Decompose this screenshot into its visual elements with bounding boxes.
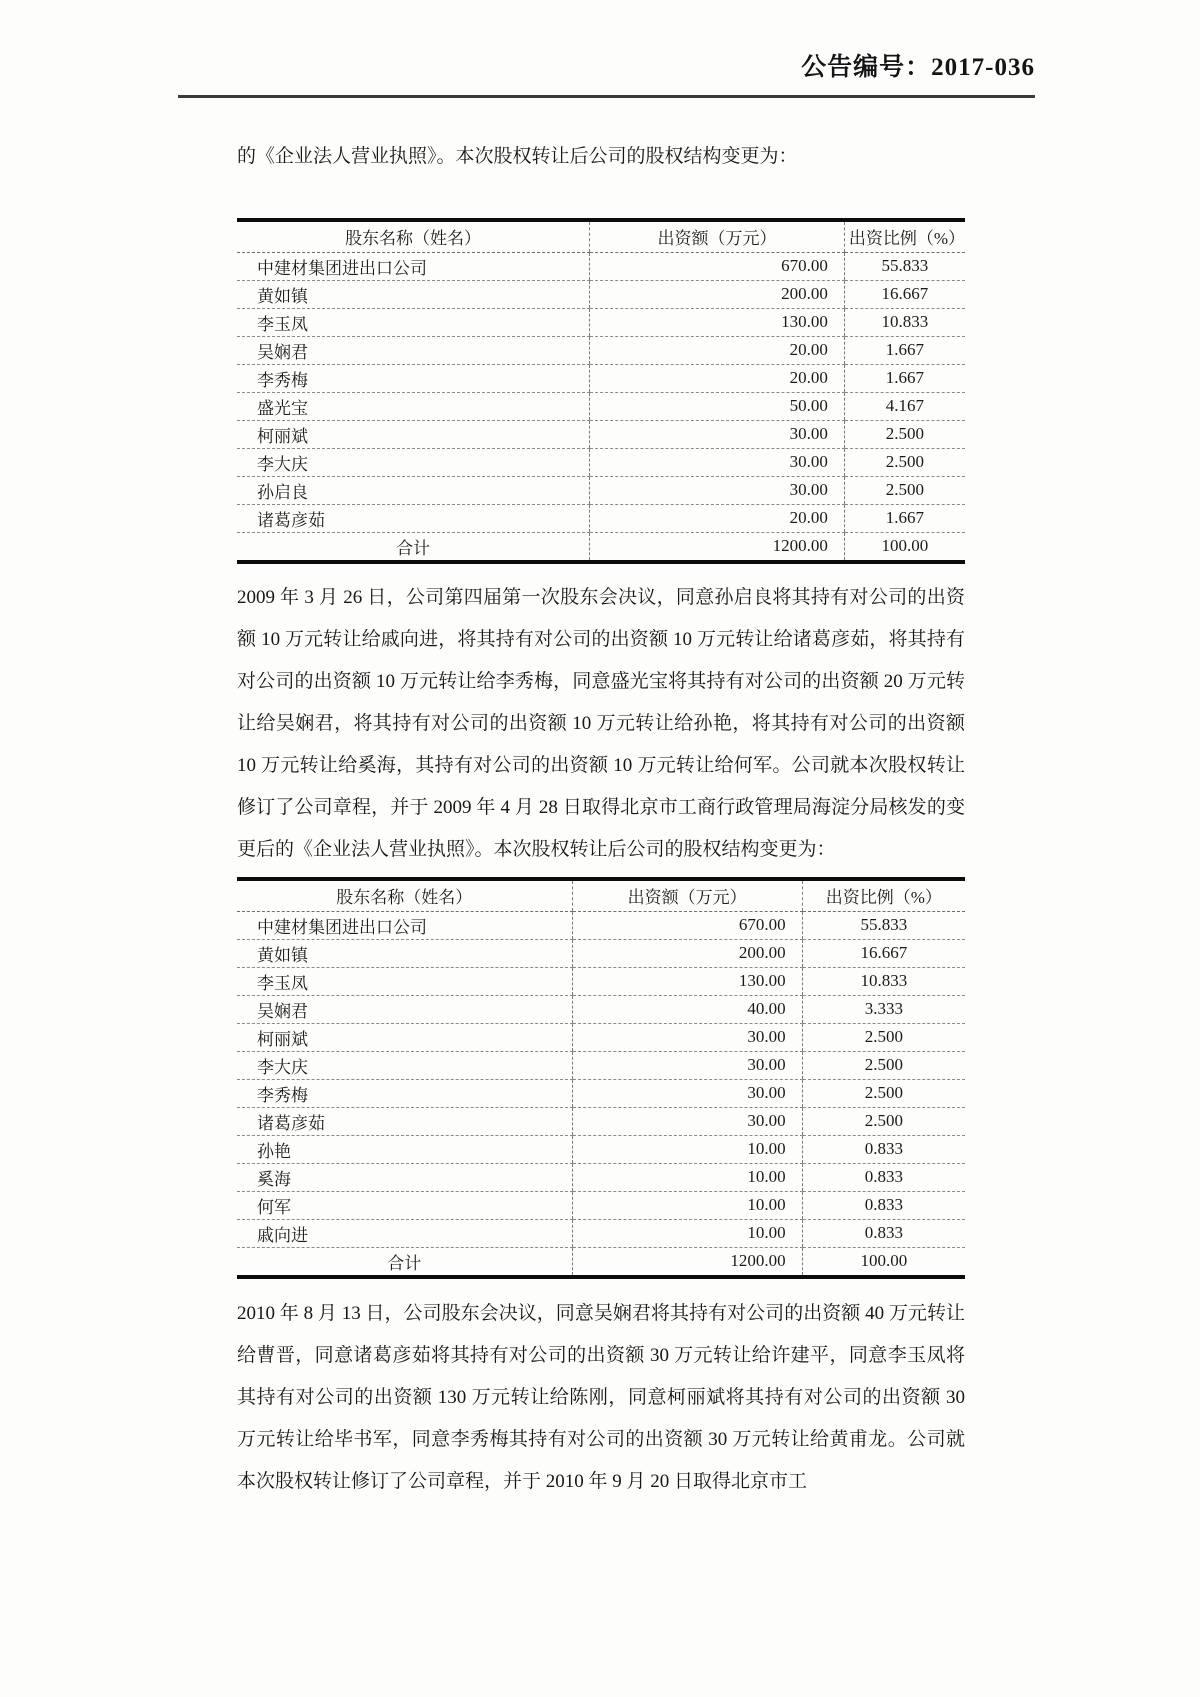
- cell-shareholder-name: 李秀梅: [237, 364, 590, 392]
- cell-shareholder-name: 孙艳: [237, 1135, 572, 1163]
- cell-contribution-amount: 30.00: [590, 420, 845, 448]
- cell-contribution-amount: 10.00: [572, 1135, 802, 1163]
- cell-contribution-ratio: 2.500: [802, 1079, 965, 1107]
- table-row: [237, 1135, 965, 1163]
- cell-contribution-ratio: 2.500: [844, 420, 965, 448]
- cell-contribution-amount: 1200.00: [590, 532, 845, 562]
- cell-contribution-ratio: 1.667: [844, 504, 965, 532]
- cell-contribution-amount: 20.00: [590, 336, 845, 364]
- cell-contribution-ratio: 1.667: [844, 364, 965, 392]
- table-row: [237, 392, 965, 420]
- cell-contribution-amount: 10.00: [572, 1163, 802, 1191]
- cell-contribution-amount: 130.00: [572, 967, 802, 995]
- cell-contribution-ratio: 10.833: [844, 308, 965, 336]
- cell-contribution-amount: 20.00: [590, 364, 845, 392]
- cell-contribution-ratio: 2.500: [802, 1023, 965, 1051]
- cell-contribution-ratio: 0.833: [802, 1135, 965, 1163]
- table-header-row: [237, 220, 965, 253]
- cell-shareholder-name: 柯丽斌: [237, 1023, 572, 1051]
- cell-contribution-ratio: 100.00: [844, 532, 965, 562]
- cell-contribution-ratio: 1.667: [844, 336, 965, 364]
- table-row: [237, 911, 965, 939]
- cell-shareholder-name: 李大庆: [237, 448, 590, 476]
- cell-contribution-ratio: 55.833: [844, 252, 965, 280]
- column-header: 出资额（万元）: [590, 220, 845, 253]
- cell-contribution-ratio: 100.00: [802, 1247, 965, 1277]
- cell-contribution-ratio: 2.500: [802, 1051, 965, 1079]
- shareholding-table-2: [237, 877, 965, 1279]
- table-total-row: [237, 532, 965, 562]
- cell-shareholder-name: 孙启良: [237, 476, 590, 504]
- cell-contribution-ratio: 3.333: [802, 995, 965, 1023]
- cell-contribution-amount: 1200.00: [572, 1247, 802, 1277]
- column-header: 出资额（万元）: [572, 879, 802, 912]
- table-total-row: [237, 1247, 965, 1277]
- table-row: [237, 995, 965, 1023]
- table-row: [237, 336, 965, 364]
- cell-shareholder-name: 李玉凤: [237, 308, 590, 336]
- cell-contribution-ratio: 16.667: [844, 280, 965, 308]
- cell-shareholder-name: 盛光宝: [237, 392, 590, 420]
- cell-contribution-ratio: 55.833: [802, 911, 965, 939]
- cell-contribution-ratio: 2.500: [844, 448, 965, 476]
- table-row: [237, 1107, 965, 1135]
- cell-contribution-ratio: 10.833: [802, 967, 965, 995]
- cell-contribution-amount: 670.00: [572, 911, 802, 939]
- cell-shareholder-name: 柯丽斌: [237, 420, 590, 448]
- cell-shareholder-name: 黄如镇: [237, 280, 590, 308]
- intro-line: 的《企业法人营业执照》。本次股权转让后公司的股权结构变更为：: [237, 145, 798, 167]
- column-header: 出资比例（%）: [844, 220, 965, 253]
- table-row: [237, 364, 965, 392]
- cell-contribution-amount: 130.00: [590, 308, 845, 336]
- table-row: [237, 1051, 965, 1079]
- paragraph-2009-transfer: 2009 年 3 月 26 日，公司第四届第一次股东会决议，同意孙启良将其持有对公司的出资额 10 万元转让给戚向进，将其持有对公司的出资额 10 万元转让给诸葛彦茹，将其持有对公司的出资额 10 万元转让给李秀梅，同意盛光宝将其持有对公司的出资额 20 万元转让给吴娴君，将其持有对公司的出资额 10 万元转让给孙艳，将其持有对公司的出资额 10 万元转让给奚海，其持有对公司的出资额 10 万元转让给何军。公司就本次股权转让修订了公司章程，并于 2009 年 4 月 28 日取得北京市工商行政管理局海淀分局核发的变更后的《企业法人营业执照》。本次股权转让后公司的股权结构变更为：: [237, 586, 965, 860]
- cell-contribution-amount: 30.00: [572, 1051, 802, 1079]
- table-row: [237, 476, 965, 504]
- cell-contribution-ratio: 0.833: [802, 1163, 965, 1191]
- column-header: 股东名称（姓名）: [237, 220, 590, 253]
- table-row: [237, 420, 965, 448]
- cell-shareholder-name: 诸葛彦茹: [237, 504, 590, 532]
- cell-shareholder-name: 吴娴君: [237, 995, 572, 1023]
- cell-contribution-amount: 670.00: [590, 252, 845, 280]
- cell-contribution-amount: 200.00: [590, 280, 845, 308]
- table-row: [237, 504, 965, 532]
- cell-shareholder-name: 何军: [237, 1191, 572, 1219]
- column-header: 股东名称（姓名）: [237, 879, 572, 912]
- cell-contribution-ratio: 4.167: [844, 392, 965, 420]
- cell-contribution-amount: 30.00: [572, 1023, 802, 1051]
- column-header: 出资比例（%）: [802, 879, 965, 912]
- page-header: [0, 0, 1200, 98]
- table-header-row: [237, 879, 965, 912]
- cell-contribution-amount: 40.00: [572, 995, 802, 1023]
- table-row: [237, 252, 965, 280]
- table-row: [237, 1219, 965, 1247]
- cell-contribution-amount: 20.00: [590, 504, 845, 532]
- cell-shareholder-name: 黄如镇: [237, 939, 572, 967]
- cell-contribution-amount: 10.00: [572, 1191, 802, 1219]
- cell-shareholder-name: 李秀梅: [237, 1079, 572, 1107]
- cell-shareholder-name: 戚向进: [237, 1219, 572, 1247]
- cell-contribution-ratio: 0.833: [802, 1219, 965, 1247]
- cell-total-label: 合计: [387, 1253, 422, 1273]
- cell-contribution-amount: 200.00: [572, 939, 802, 967]
- shareholding-table-1: [237, 218, 965, 564]
- cell-shareholder-name: 奚海: [237, 1163, 572, 1191]
- cell-contribution-amount: 30.00: [590, 448, 845, 476]
- cell-shareholder-name: 吴娴君: [237, 336, 590, 364]
- cell-shareholder-name: 中建材集团进出口公司: [237, 252, 590, 280]
- paragraph-2010-transfer: 2010 年 8 月 13 日，公司股东会决议，同意吴娴君将其持有对公司的出资额 40 万元转让给曹晋，同意诸葛彦茹将其持有对公司的出资额 30 万元转让给许建平，同意李玉凤将其持有对公司的出资额 130 万元转让给陈刚，同意柯丽斌将其持有对公司的出资额 30 万元转让给毕书军，同意李秀梅其持有对公司的出资额 30 万元转让给黄甫龙。公司就本次股权转让修订了公司章程，并于 2010 年 9 月 20 日取得北京市工: [237, 1302, 965, 1492]
- cell-contribution-amount: 50.00: [590, 392, 845, 420]
- cell-contribution-amount: 30.00: [590, 476, 845, 504]
- table-row: [237, 1163, 965, 1191]
- table-row: [237, 1079, 965, 1107]
- cell-contribution-amount: 30.00: [572, 1107, 802, 1135]
- cell-shareholder-name: 诸葛彦茹: [237, 1107, 572, 1135]
- header-divider: [178, 95, 1035, 98]
- cell-contribution-ratio: 16.667: [802, 939, 965, 967]
- table-row: [237, 939, 965, 967]
- table-row: [237, 280, 965, 308]
- table-row: [237, 448, 965, 476]
- cell-contribution-amount: 30.00: [572, 1079, 802, 1107]
- table-row: [237, 967, 965, 995]
- cell-contribution-ratio: 2.500: [802, 1107, 965, 1135]
- table-row: [237, 1191, 965, 1219]
- cell-contribution-ratio: 2.500: [844, 476, 965, 504]
- table-row: [237, 1023, 965, 1051]
- cell-shareholder-name: 中建材集团进出口公司: [237, 911, 572, 939]
- cell-shareholder-name: 李玉凤: [237, 967, 572, 995]
- announcement-number: 公告编号：2017-036: [801, 54, 1035, 81]
- cell-contribution-ratio: 0.833: [802, 1191, 965, 1219]
- cell-shareholder-name: 李大庆: [237, 1051, 572, 1079]
- cell-total-label: 合计: [396, 538, 431, 558]
- table-row: [237, 308, 965, 336]
- cell-contribution-amount: 10.00: [572, 1219, 802, 1247]
- document-body: [237, 136, 965, 1503]
